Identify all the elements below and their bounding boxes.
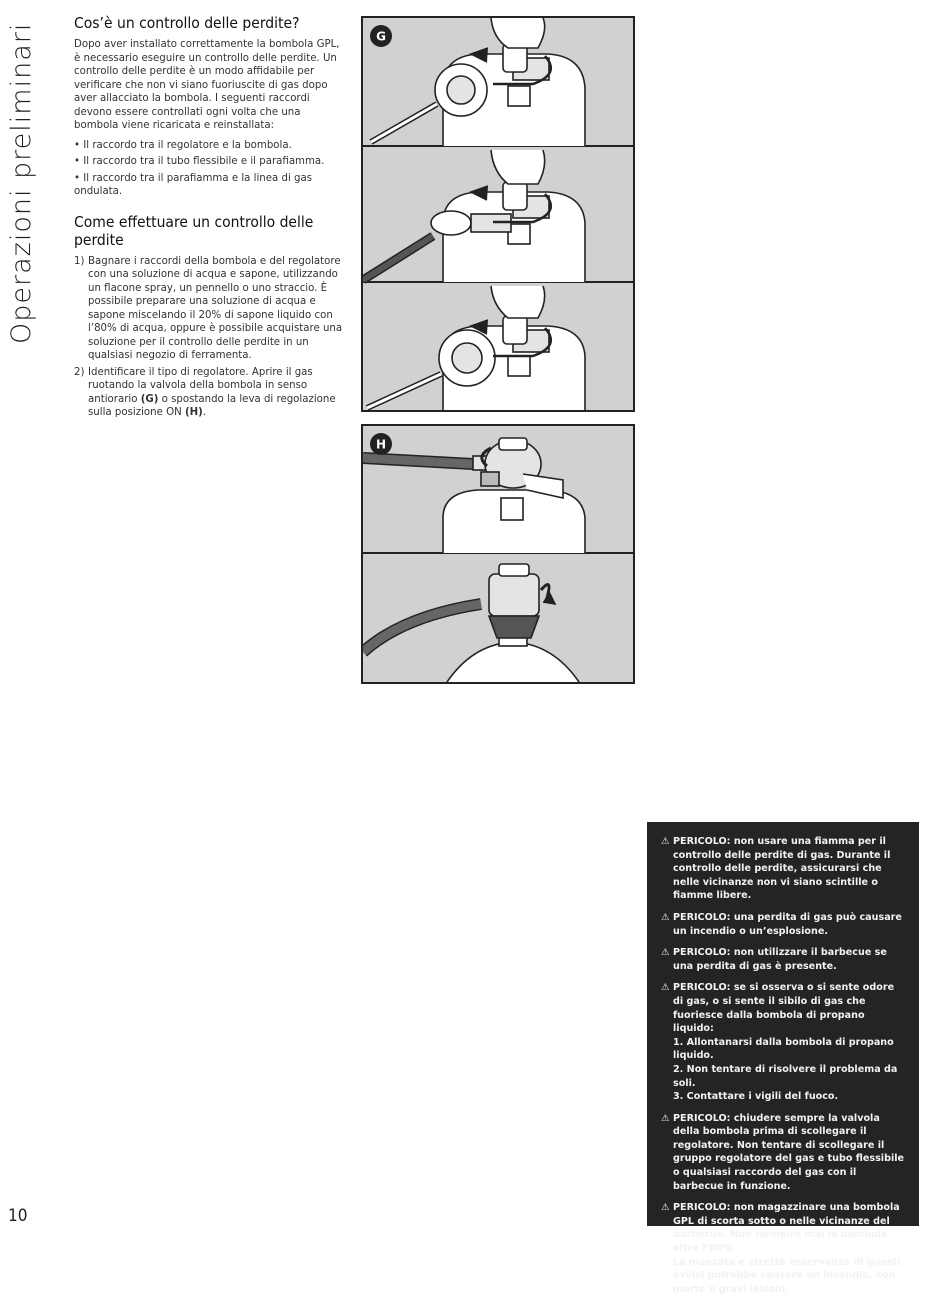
section-side-title: Operazioni preliminari <box>6 22 37 344</box>
figure-h <box>361 424 635 684</box>
warning-item <box>661 946 907 973</box>
warning-text: PERICOLO: non utilizzare il barbecue se una perdita di gas è presente. <box>673 947 887 972</box>
figure-h-label: H <box>375 437 387 452</box>
warning-item <box>661 835 907 903</box>
warning-text: PERICOLO: non magazzinare una bombola GPL di scorta sotto o nelle vicinanze del barbecue. Non riempire mai la bombola oltre l’80%. <box>673 1202 900 1255</box>
list-item: 2. Non tentare di risolvere il problema da soli. <box>673 1063 898 1089</box>
step-text: Identificare il tipo di regolatore. Aprire il gas ruotando la valvola della bombola in senso antiorario <box>88 366 313 405</box>
warning-text: PERICOLO: una perdita di gas può causare un incendio o un’esplosione. <box>673 911 902 937</box>
warning-item <box>661 1112 907 1194</box>
figure-ref-g: (G) <box>140 393 159 405</box>
warning-action-list <box>673 1036 907 1104</box>
list-item: • Il raccordo tra il tubo flessibile e il parafiamma. <box>74 156 325 167</box>
list-item: • Il raccordo tra il parafiamma e la linea di gas ondulata. <box>74 172 313 197</box>
step-text: . <box>202 407 207 418</box>
warning-item <box>661 1201 907 1296</box>
warning-triangle-icon: ⚠ <box>661 836 670 847</box>
warning-item <box>661 911 907 938</box>
danger-warnings-box <box>647 822 919 1295</box>
list-item: 1. Allontanarsi dalla bombola di propano liquido. <box>673 1036 894 1062</box>
warning-text: PERICOLO: se si osserva o si sente odore di gas, o si sente il sibilo di gas che fuoriesce dalla bombola di propano liquido: <box>673 982 895 1035</box>
list-item: • Il raccordo tra il regolatore e la bombola. <box>74 139 292 151</box>
page-number: 10 <box>8 1206 28 1226</box>
step-text: Bagnare i raccordi della bombola e del regolatore con una soluzione di acqua e sapone, utilizzando un flacone spray, un pennello o uno straccio. È possibile preparare una soluzione di acqua e sapone miscelando il 20% di sapone liquido con l’80% di acqua, oppure è possibile acquistare una soluzione per il controllo delle perdite in un qualsiasi negozio di ferramenta. <box>88 255 343 361</box>
figure-g-illustration <box>363 18 633 410</box>
warning-item <box>661 981 907 1103</box>
text-column <box>74 14 346 423</box>
warning-consequence-text: La mancata e stretta osservanza di questi avvisi potrebbe causare un incendio, con morte o gravi lesioni. <box>673 1256 901 1295</box>
warning-triangle-icon: ⚠ <box>661 911 670 923</box>
step-item <box>74 366 346 420</box>
step-number: 1) <box>74 255 85 267</box>
warning-triangle-icon: ⚠ <box>661 947 670 959</box>
warning-text: PERICOLO: chiudere sempre la valvola della bombola prima di scollegare il regolatore. Non tentare di scollegare il gruppo regolatore del gas e tubo flessibile o qualsiasi raccordo del gas con il barbecue in funzione. <box>673 1112 905 1192</box>
steps-list <box>74 255 346 420</box>
figure-g <box>361 16 635 412</box>
warning-triangle-icon: ⚠ <box>661 982 670 994</box>
warning-text: PERICOLO: non usare una fiamma per il controllo delle perdite di gas. Durante il controllo delle perdite, assicurarsi che nelle vicinanze non vi siano scintille o fiamme libere. <box>673 836 891 902</box>
heading-what-is-leak-check: Cos’è un controllo delle perdite? <box>74 14 300 32</box>
figure-h-illustration <box>363 426 633 682</box>
step-item <box>74 255 346 363</box>
figure-ref-h: (H) <box>185 407 203 418</box>
step-number: 2) <box>74 366 85 378</box>
figure-g-label: G <box>376 29 386 44</box>
warning-triangle-icon: ⚠ <box>661 1112 670 1124</box>
heading-how-to-leak-check: Come effettuare un controllo delle perdite <box>74 212 314 249</box>
intro-paragraph: Dopo aver installato correttamente la bombola GPL, è necessario eseguire un controllo delle perdite. Un controllo delle perdite è un modo affidabile per verificare che non vi siano fuoriuscite di gas dopo aver allacciato la bombola. I seguenti raccordi devono essere controllati ogni volta che una bombola viene ricaricata e reinstallata: <box>74 39 340 131</box>
list-item: 3. Contattare i vigili del fuoco. <box>673 1091 839 1103</box>
step-text: o spostando la leva di regolazione sulla posizione ON <box>88 393 336 418</box>
fittings-list <box>74 139 346 199</box>
warning-triangle-icon: ⚠ <box>661 1202 670 1214</box>
